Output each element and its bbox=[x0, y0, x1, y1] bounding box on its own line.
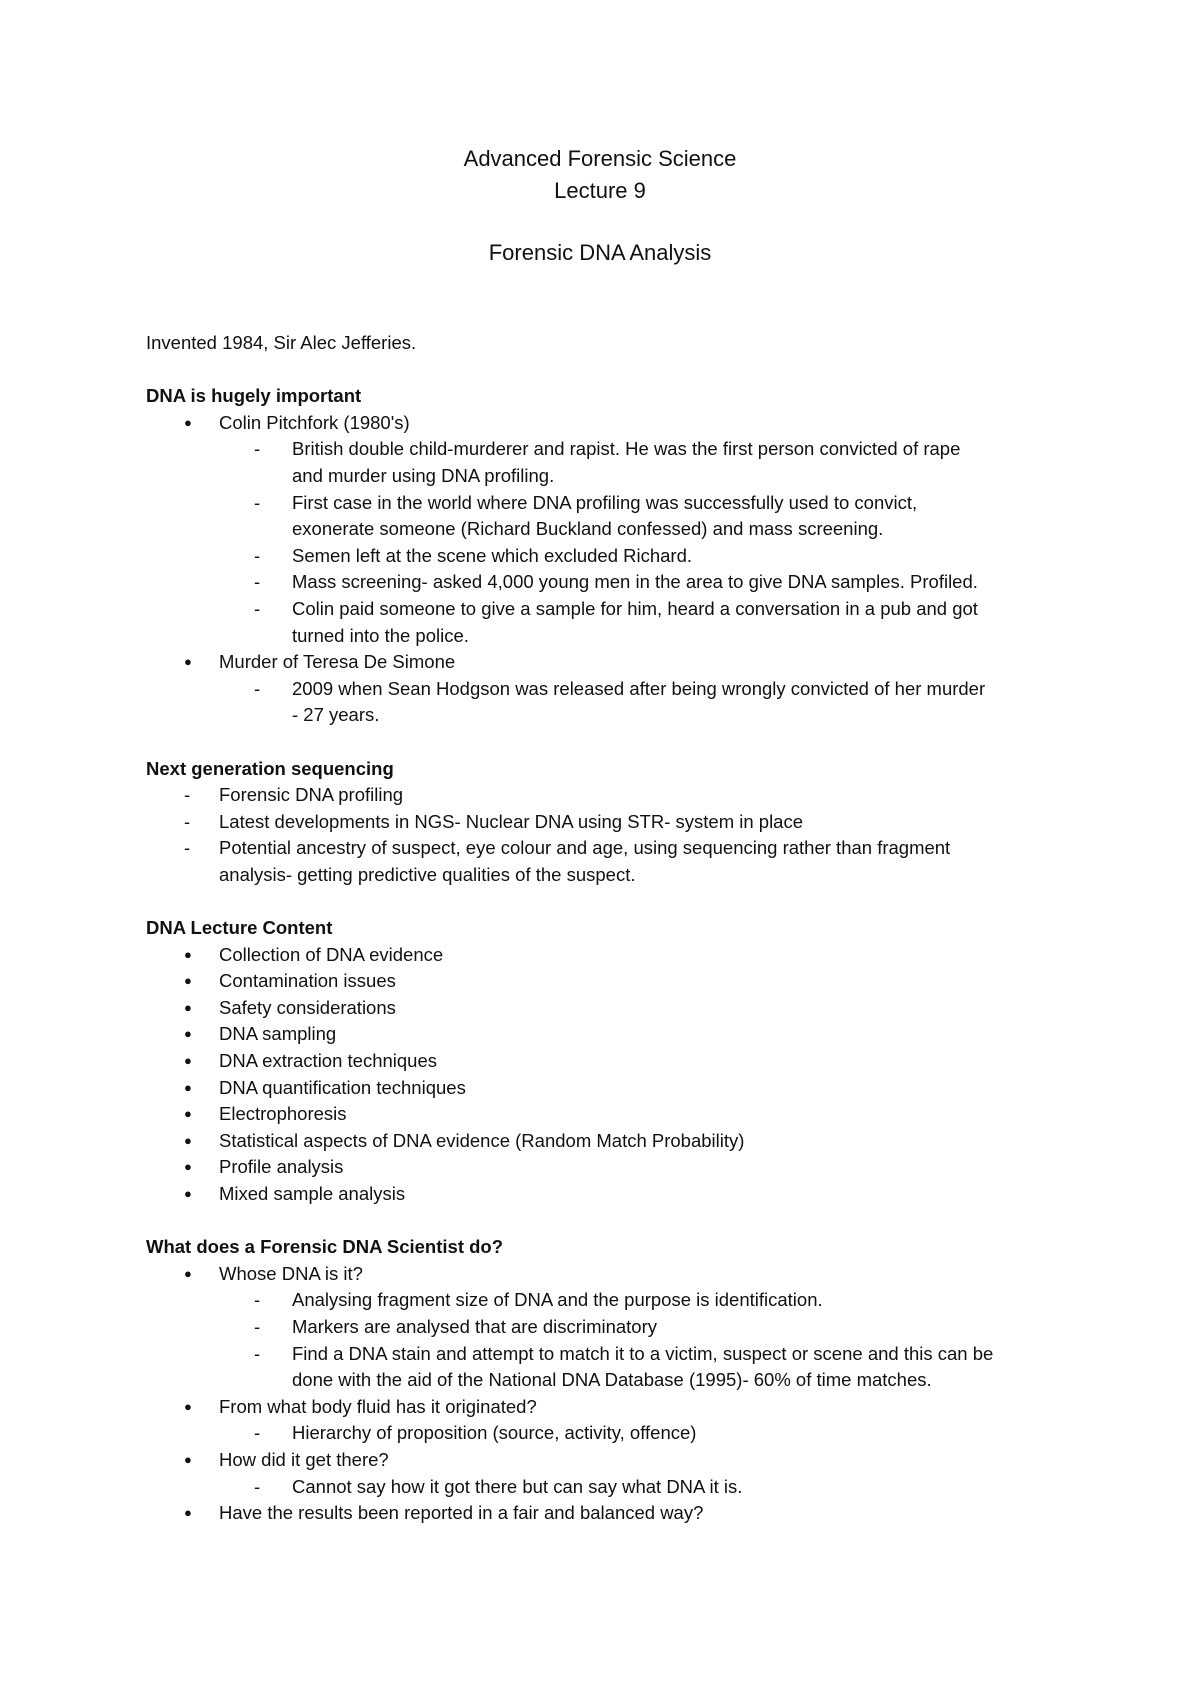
title-block bbox=[0, 143, 1200, 269]
notes-body bbox=[146, 330, 1076, 1527]
list-item: - Forensic DNA profiling bbox=[146, 782, 1076, 809]
dash-icon: - bbox=[254, 1422, 261, 1444]
bullet-dot-icon: ● bbox=[184, 1398, 192, 1414]
dash-icon: - bbox=[254, 491, 261, 513]
list-item: ● Collection of DNA evidence bbox=[146, 942, 1076, 969]
dash-icon: - bbox=[254, 1315, 261, 1337]
bullet-dot-icon: ● bbox=[184, 414, 192, 430]
section-heading-ngs: Next generation sequencing bbox=[146, 757, 394, 779]
dash-icon: - bbox=[254, 1475, 261, 1497]
bullet-dot-icon: ● bbox=[184, 1505, 192, 1521]
dash-icon: - bbox=[184, 837, 191, 859]
bullet-item: ● Have the results been reported in a fair and balanced way? bbox=[146, 1500, 1076, 1527]
bullet-dot-icon: ● bbox=[184, 1026, 192, 1042]
list-item: ● Statistical aspects of DNA evidence (Random Match Probability) bbox=[146, 1128, 1076, 1155]
list-item: ● DNA sampling bbox=[146, 1021, 1076, 1048]
dash-icon: - bbox=[254, 544, 261, 566]
list-item: ● Profile analysis bbox=[146, 1154, 1076, 1181]
sub-item-continuation: exonerate someone (Richard Buckland confessed) and mass screening. bbox=[292, 518, 884, 540]
list-item: ● DNA extraction techniques bbox=[146, 1048, 1076, 1075]
dash-icon: - bbox=[184, 784, 191, 806]
bullet-item: ● From what body fluid has it originated? bbox=[146, 1394, 1076, 1421]
sub-item: - Colin paid someone to give a sample for him, heard a conversation in a pub and got bbox=[146, 596, 1076, 623]
list-item: ● Safety considerations bbox=[146, 995, 1076, 1022]
topic-title: Forensic DNA Analysis bbox=[488, 240, 712, 265]
list-item: - Potential ancestry of suspect, eye colour and age, using sequencing rather than fragment bbox=[146, 835, 1076, 862]
bullet-dot-icon: ● bbox=[184, 1053, 192, 1069]
sub-item-continuation: done with the aid of the National DNA Database (1995)- 60% of time matches. bbox=[292, 1369, 932, 1391]
sub-item: - Find a DNA stain and attempt to match it to a victim, suspect or scene and this can be bbox=[146, 1341, 1076, 1368]
sub-item-continuation: - 27 years. bbox=[292, 704, 380, 726]
dash-icon: - bbox=[184, 810, 191, 832]
sub-item: - Cannot say how it got there but can say what DNA it is. bbox=[146, 1474, 1076, 1501]
dash-icon: - bbox=[254, 1342, 261, 1364]
list-item: - Latest developments in NGS- Nuclear DNA using STR- system in place bbox=[146, 809, 1076, 836]
sub-item: - Analysing fragment size of DNA and the purpose is identification. bbox=[146, 1287, 1076, 1314]
list-item: ● DNA quantification techniques bbox=[146, 1075, 1076, 1102]
bullet-dot-icon: ● bbox=[184, 1106, 192, 1122]
bullet-dot-icon: ● bbox=[184, 999, 192, 1015]
bullet-item: ● Colin Pitchfork (1980's) bbox=[146, 410, 1076, 437]
list-item: ● Mixed sample analysis bbox=[146, 1181, 1076, 1208]
section-heading-content: DNA Lecture Content bbox=[146, 917, 333, 939]
bullet-dot-icon: ● bbox=[184, 973, 192, 989]
bullet-item: ● How did it get there? bbox=[146, 1447, 1076, 1474]
course-title: Advanced Forensic Science bbox=[463, 146, 737, 171]
bullet-dot-icon: ● bbox=[184, 654, 192, 670]
bullet-dot-icon: ● bbox=[184, 946, 192, 962]
bullet-dot-icon: ● bbox=[184, 1132, 192, 1148]
sub-item: - Hierarchy of proposition (source, activity, offence) bbox=[146, 1420, 1076, 1447]
list-item: ● Contamination issues bbox=[146, 968, 1076, 995]
bullet-dot-icon: ● bbox=[184, 1079, 192, 1095]
dash-icon: - bbox=[254, 438, 261, 460]
dash-icon: - bbox=[254, 1289, 261, 1311]
bullet-dot-icon: ● bbox=[184, 1186, 192, 1201]
intro-text: Invented 1984, Sir Alec Jefferies. bbox=[146, 332, 417, 353]
bullet-item: ● Whose DNA is it? bbox=[146, 1261, 1076, 1288]
dash-icon: - bbox=[254, 571, 261, 593]
sub-item-continuation: and murder using DNA profiling. bbox=[292, 464, 555, 486]
bullet-dot-icon: ● bbox=[184, 1265, 192, 1281]
sub-item: - Semen left at the scene which excluded Richard. bbox=[146, 543, 1076, 570]
list-item: ● Electrophoresis bbox=[146, 1101, 1076, 1128]
sub-item: - Markers are analysed that are discriminatory bbox=[146, 1314, 1076, 1341]
bullet-item: ● Murder of Teresa De Simone bbox=[146, 649, 1076, 676]
section-heading-dna-important: DNA is hugely important bbox=[146, 385, 362, 407]
sub-item: - 2009 when Sean Hodgson was released after being wrongly convicted of her murder bbox=[146, 676, 1076, 703]
bullet-dot-icon: ● bbox=[184, 1451, 192, 1467]
dash-icon: - bbox=[254, 597, 261, 619]
sub-item: - Mass screening- asked 4,000 young men in the area to give DNA samples. Profiled. bbox=[146, 569, 1076, 596]
dash-icon: - bbox=[254, 677, 261, 699]
sub-item-continuation: turned into the police. bbox=[292, 624, 469, 646]
sub-item: - British double child-murderer and rapist. He was the first person convicted of rape bbox=[146, 436, 1076, 463]
bullet-dot-icon: ● bbox=[184, 1159, 192, 1175]
lecture-number: Lecture 9 bbox=[554, 178, 646, 203]
list-item-continuation: analysis- getting predictive qualities of the suspect. bbox=[219, 863, 636, 885]
section-heading-scientist: What does a Forensic DNA Scientist do? bbox=[146, 1236, 504, 1258]
sub-item: - First case in the world where DNA profiling was successfully used to convict, bbox=[146, 490, 1076, 517]
